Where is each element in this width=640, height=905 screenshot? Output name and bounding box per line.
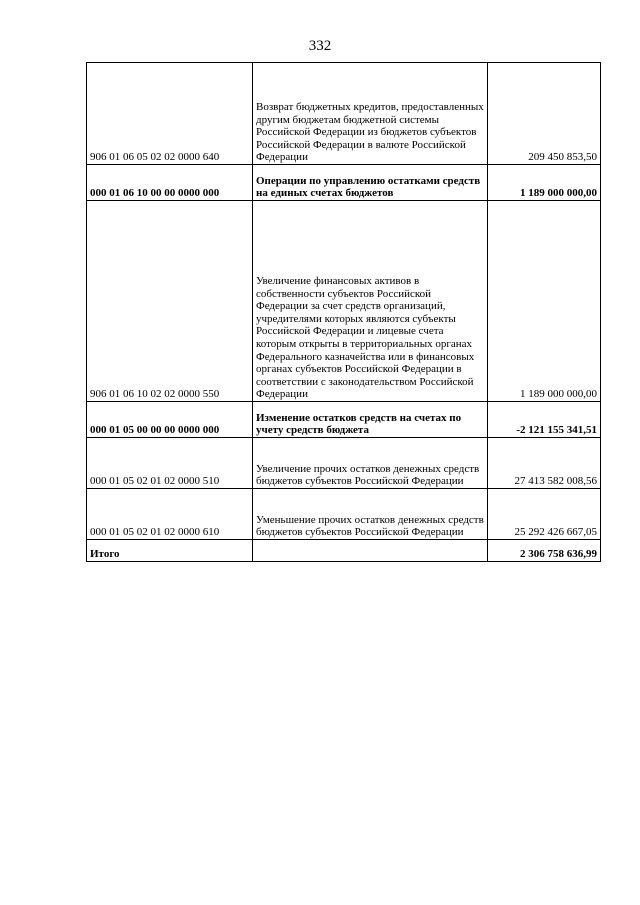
row-amount: 27 413 582 008,56 — [488, 438, 601, 489]
row-description: Уменьшение прочих остатков денежных средств бюджетов субъектов Российской Федерации — [253, 489, 488, 540]
row-description: Увеличение прочих остатков денежных средств бюджетов субъектов Российской Федерации — [253, 438, 488, 489]
row-description: Операции по управлению остатками средств на единых счетах бюджетов — [253, 165, 488, 201]
row-description: Возврат бюджетных кредитов, предоставленных другим бюджетам бюджетной системы Российской Федерации из бюджетов субъектов Российской Федерации в валюте Российской Федерации — [253, 63, 488, 165]
table-row — [87, 438, 601, 489]
classification-code: 000 01 06 10 00 00 0000 000 — [87, 165, 253, 201]
row-description: Увеличение финансовых активов в собственности субъектов Российской Федерации за счет средств организаций, учредителями которых являются субъекты Российской Федерации и лицевые счета которым открыты в территориальных органах Федерального казначейства или в финансовых органах субъектов Российской Федерации в соответствии с законодательством Российской Федерации — [253, 201, 488, 402]
classification-code: 906 01 06 10 02 02 0000 550 — [87, 201, 253, 402]
row-amount: 25 292 426 667,05 — [488, 489, 601, 540]
table-row-subtotal — [87, 165, 601, 201]
total-label: Итого — [87, 540, 253, 562]
table-row — [87, 63, 601, 165]
row-amount: -2 121 155 341,51 — [488, 402, 601, 438]
total-amount: 2 306 758 636,99 — [488, 540, 601, 562]
table-row — [87, 489, 601, 540]
row-description: Изменение остатков средств на счетах по учету средств бюджета — [253, 402, 488, 438]
table-row-subtotal — [87, 402, 601, 438]
row-amount: 1 189 000 000,00 — [488, 201, 601, 402]
classification-code: 000 01 05 02 01 02 0000 510 — [87, 438, 253, 489]
classification-code: 000 01 05 02 01 02 0000 610 — [87, 489, 253, 540]
classification-code: 906 01 06 05 02 02 0000 640 — [87, 63, 253, 165]
table-row — [87, 201, 601, 402]
row-amount: 1 189 000 000,00 — [488, 165, 601, 201]
classification-code: 000 01 05 00 00 00 0000 000 — [87, 402, 253, 438]
total-empty-cell — [253, 540, 488, 562]
budget-sources-table — [86, 62, 601, 562]
page-number: 332 — [308, 38, 332, 54]
total-row — [87, 540, 601, 562]
row-amount: 209 450 853,50 — [488, 63, 601, 165]
